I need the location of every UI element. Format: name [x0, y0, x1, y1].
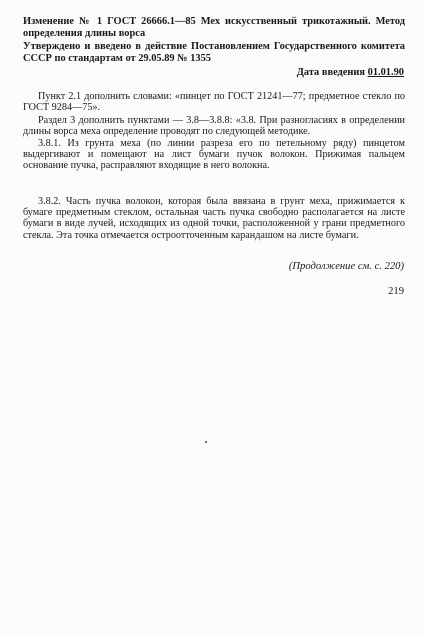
scan-speck [205, 441, 207, 443]
paragraph-clause-2-1: Пункт 2.1 дополнить словами: «пинцет по ГОСТ 21241—77; предметное стекло по ГОСТ 9284—75». [23, 91, 405, 114]
effective-date-value: 01.01.90 [367, 67, 404, 78]
paragraph-3-8-1: 3.8.1. Из грунта меха (по линии разреза его по петельному ряду) пинцетом выдергивают и помещают на лист бумаги пучок волокон. Прижимая пальцем основание пучка, расправляют входящие в него волокна. [23, 138, 405, 172]
effective-date [297, 67, 404, 79]
amendment-title: Изменение № 1 ГОСТ 26666.1—85 Мех искусственный трикотажный. Метод определения длины ворса [23, 16, 405, 40]
continuation-note: (Продолжение см. с. 220) [288, 261, 404, 272]
approval-line: Утверждено и введено в действие Постановлением Государственного комитета СССР по стандартам от 29.05.89 № 1355 [23, 41, 405, 65]
effective-date-label: Дата введения [296, 67, 366, 78]
page-number: 219 [388, 286, 404, 297]
paragraph-3-8-2: 3.8.2. Часть пучка волокон, которая была ввязана в грунт меха, прижимается к бумаге предметным стеклом, остальная часть пучка свободно располагается на листе бумаги в виде лучей, исходящих из одной точки, расположенной у грани предметного стекла. Эта точка отмечается остроотточенным карандашом на листе бумаги. [23, 196, 405, 241]
paragraph-section-3: Раздел 3 дополнить пунктами — 3.8—3.8.8: «3.8. При разногласиях в определении длины ворса меха определение проводят по следующей методике. [23, 115, 405, 138]
